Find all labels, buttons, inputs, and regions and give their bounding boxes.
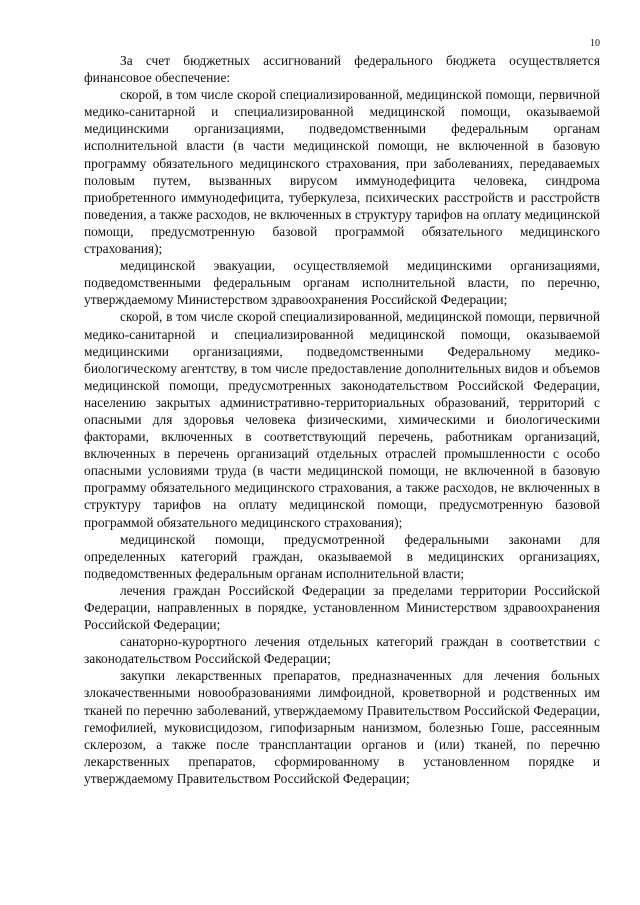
document-body bbox=[84, 52, 600, 787]
list-item-sanatorium-treatment: санаторно-курортного лечения отдельных категорий граждан в соответствии с законодательством Российской Федерации; bbox=[84, 634, 600, 667]
list-item-federal-law-categories: медицинской помощи, предусмотренной федеральными законами для определенных категорий граждан, оказываемой в медицинских организациях, подведомственных федеральным органам исполнительной власти; bbox=[84, 531, 600, 581]
list-item-treatment-abroad: лечения граждан Российской Федерации за пределами территории Российской Федерации, направленных в порядке, установленном Министерством здравоохранения Российской Федерации; bbox=[84, 582, 600, 633]
list-item-medical-evacuation: медицинской эвакуации, осуществляемой медицинскими организациями, подведомственными федеральным органам исполнительной власти, по перечню, утверждаемому Министерством здравоохранения Российской Федерации; bbox=[84, 258, 600, 308]
intro-paragraph: За счет бюджетных ассигнований федерального бюджета осуществляется финансовое обеспечение: bbox=[84, 53, 600, 86]
list-item-fmba-care: скорой, в том числе скорой специализированной, медицинской помощи, первичной медико-санитарной и специализированной медицинской помощи, оказываемой медицинскими организациями, подведомственными Федеральному медико-биологическому агентству, в том числе предоставление дополнительных видов и объемов медицинской помощи, предусмотренных законодательством Российской Федерации, населению закрытых административно-территориальных образований, территорий с опасными для здоровья человека физическими, химическими и биологическими факторами, включенных в соответствующий перечень, работникам организаций, включенных в перечень организаций отдельных отраслей промышленности с особо опасными условиями труда (в части медицинской помощи, не включенной в базовую программу обязательного медицинского страхования, а также расходов, не включенных в структуру тарифов на оплату медицинской помощи, предусмотренную базовой программой обязательного медицинского страхования); bbox=[84, 309, 600, 530]
page-number: 10 bbox=[590, 38, 600, 49]
list-item-drug-procurement: закупки лекарственных препаратов, предназначенных для лечения больных злокачественными новообразованиями лимфоидной, кроветворной и родственных им тканей по перечню заболеваний, утверждаемому Правительством Российской Федерации, гемофилией, муковисцидозом, гипофизарным нанизмом, болезнью Гоше, рассеянным склерозом, а также после трансплантации органов и (или) тканей, по перечню лекарственных препаратов, сформированному в установленном порядке и утверждаемому Правительством Российской Федерации; bbox=[84, 668, 600, 786]
list-item-emergency-federal: скорой, в том числе скорой специализированной, медицинской помощи, первичной медико-санитарной и специализированной медицинской помощи, оказываемой медицинскими организациями, подведомственными федеральным органам исполнительной власти (в части медицинской помощи, не включенной в базовую программу обязательного медицинского страхования, при заболеваниях, передаваемых половым путем, вызванных вирусом иммунодефицита человека, синдрома приобретенного иммунодефицита, туберкулеза, психических расстройств и расстройств поведения, а также расходов, не включенных в структуру тарифов на оплату медицинской помощи, предусмотренную базовой программой обязательного медицинского страхования); bbox=[84, 87, 600, 257]
